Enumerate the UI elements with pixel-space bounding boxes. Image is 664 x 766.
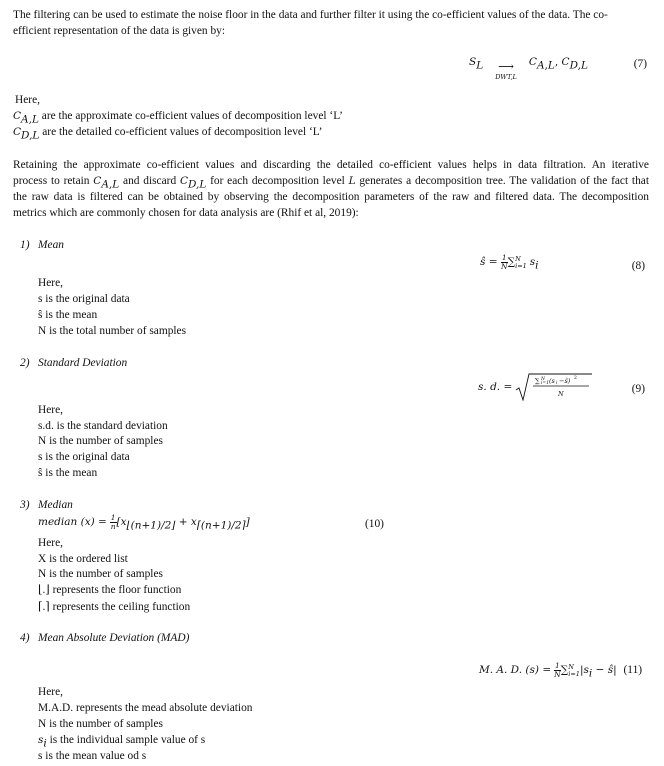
eq8-frac-num: 1 xyxy=(501,253,507,262)
para2-text-c: for each decomposition level xyxy=(206,175,349,187)
mad-def-4: s is the mean value od s xyxy=(38,750,147,762)
para2-line-1: Retaining the approximate co-efficient values and discarding the detailed co-efficient values helps in data filtration. An iterative xyxy=(13,159,649,171)
def-detail-sub: D,L xyxy=(21,129,40,142)
svg-text:∑: ∑ xyxy=(535,377,540,385)
eq10-close: ] xyxy=(245,516,250,529)
para2-ca: C xyxy=(93,175,102,187)
svg-text:i=1: i=1 xyxy=(541,381,550,386)
eq10-plus: + x xyxy=(175,516,197,529)
equation-number-8: (8) xyxy=(631,260,645,272)
eq7-lhs-sub: L xyxy=(476,59,484,72)
eq8-term: s xyxy=(529,256,536,269)
sum-icon: ∑ xyxy=(507,256,516,269)
eq11-sum-top: N xyxy=(568,662,574,671)
eq11-frac-num: 1 xyxy=(554,661,560,670)
section-title: Mean xyxy=(38,239,64,251)
section-title: Mean Absolute Deviation (MAD) xyxy=(38,632,190,644)
eq11-lhs: M. A. D. (s) = xyxy=(479,664,552,677)
def-approx-symbol: C xyxy=(13,110,22,122)
eq8-sum-top: N xyxy=(515,254,521,263)
section-number: 1) xyxy=(20,239,30,251)
mean-def-3: N is the total number of samples xyxy=(38,325,187,337)
svg-text:N: N xyxy=(541,377,546,382)
eq11-body-sub: i xyxy=(588,667,593,680)
para2-text-a: process to retain xyxy=(13,175,94,187)
eq9-lhs: s. d. = xyxy=(478,381,513,393)
para2-line-2 xyxy=(13,173,649,189)
section-title: Median xyxy=(38,499,73,511)
section-number: 3) xyxy=(20,499,30,511)
median-def-2: N is the number of samples xyxy=(38,568,163,580)
section-heading-mad xyxy=(20,630,189,646)
equation-8: ŝ = $\frac{1}{N}$ ∑ N i=1 $s_i$ xyxy=(480,253,539,272)
para2-line-4: metrics which are commonly chosen for data analysis are (Rhif et al, 2019): xyxy=(13,207,359,219)
equation-number-7: (7) xyxy=(633,58,647,70)
sum-icon: ∑ xyxy=(560,664,569,677)
mad-def-3 xyxy=(38,732,205,748)
intro-line-1: The filtering can be used to estimate the noise floor in the data and further filter it using the co-efficient values of the data. The co- xyxy=(13,9,608,21)
para2-text-d: generates a decomposition tree. The validation of the fact that xyxy=(355,175,650,187)
section-title: Standard Deviation xyxy=(38,357,128,369)
svg-text:(s: (s xyxy=(549,377,555,385)
equation-7: $S_L$ ⟶ DWT,L $C_{A,L}$, $C_{D,L}$ xyxy=(469,54,588,70)
eq10-lhs: median (x) = xyxy=(38,516,107,529)
sd-def-1: s.d. is the standard deviation xyxy=(38,420,168,432)
def-detail-symbol: C xyxy=(13,126,22,138)
eq10-body-a-sub: ⌊(n+1)/2⌋ xyxy=(126,519,176,532)
section-number: 2) xyxy=(20,357,30,369)
equation-9 xyxy=(478,372,593,402)
eq10-body-a: [x xyxy=(116,516,127,529)
eq8-limits xyxy=(515,256,527,270)
eq7-def-approx xyxy=(13,108,343,124)
mean-def-2: ŝ is the mean xyxy=(38,309,98,321)
sqrt-icon xyxy=(515,372,593,402)
eq10-frac-num: 1 xyxy=(110,513,116,522)
eq8-fraction xyxy=(501,254,508,271)
section-heading-sd xyxy=(20,355,127,371)
eq11-sum-bot: i=1 xyxy=(568,669,580,678)
sd-here: Here, xyxy=(38,404,63,416)
sd-def-4: ŝ is the mean xyxy=(38,467,98,479)
svg-text:N: N xyxy=(558,390,564,398)
eq8-sum-bot: i=1 xyxy=(515,261,527,270)
equation-11 xyxy=(479,662,642,679)
para2-text-b: and discard xyxy=(119,175,180,187)
eq7-arrow-label: DWT,L xyxy=(495,73,517,82)
eq7-def-detail xyxy=(13,124,322,140)
equation-10 xyxy=(38,514,250,531)
section-heading-mean xyxy=(20,237,64,253)
eq10-frac-den: n xyxy=(110,522,116,531)
sd-def-2: N is the number of samples xyxy=(38,435,163,447)
median-def-1: X is the ordered list xyxy=(38,553,128,565)
eq11-fraction xyxy=(554,662,561,679)
eq8-lhs: ŝ xyxy=(480,256,486,269)
svg-text:2: 2 xyxy=(574,376,577,381)
mad-def-1: M.A.D. represents the mead absolute deviation xyxy=(38,702,253,714)
svg-text:i: i xyxy=(556,381,558,386)
mad-here: Here, xyxy=(38,686,63,698)
eq8-frac-den: N xyxy=(500,262,508,271)
eq11-body: |s xyxy=(579,664,589,677)
para2-level: L xyxy=(348,175,356,187)
equation-number-9: (9) xyxy=(631,383,645,395)
eq7-rhs-a-sub: A,L xyxy=(536,59,555,72)
median-def-3: ⌊.⌋ represents the floor function xyxy=(38,584,182,596)
eq10-fraction xyxy=(110,514,117,531)
equation-number-11: (11) xyxy=(623,664,643,677)
mean-here: Here, xyxy=(38,277,63,289)
eq10-body-b-sub: ⌈(n+1)/2⌉ xyxy=(196,519,246,532)
median-here: Here, xyxy=(38,537,63,549)
mean-def-1: s is the original data xyxy=(38,293,130,305)
eq11-frac-den: N xyxy=(554,670,561,679)
para2-cd-sub: D,L xyxy=(187,178,207,191)
eq7-here: Here, xyxy=(15,94,40,106)
mad-def-3-text: is the individual sample value of s xyxy=(46,734,206,746)
eq7-rhs-b-sub: D,L xyxy=(569,59,588,72)
para2-cd: C xyxy=(179,175,188,187)
def-approx-text: are the approximate co-efficient values of decomposition level ‘L’ xyxy=(38,110,343,122)
sd-def-3: s is the original data xyxy=(38,451,130,463)
arrow-right-icon: ⟶ xyxy=(498,61,514,74)
mad-def-3-sub: i xyxy=(43,737,47,750)
median-def-4: ⌈.⌉ represents the ceiling function xyxy=(38,601,191,613)
def-approx-sub: A,L xyxy=(21,113,39,126)
eq11-body-rest: − ŝ| xyxy=(592,664,617,677)
section-number: 4) xyxy=(20,632,30,644)
eq11-limits xyxy=(568,664,580,678)
para2-ca-sub: A,L xyxy=(101,178,120,191)
intro-line-2: efficient representation of the data is given by: xyxy=(13,25,226,37)
mad-def-3-symbol: s xyxy=(38,734,44,746)
eq7-rhs-b: C xyxy=(561,56,570,68)
def-detail-text: are the detailed co-efficient values of decomposition level ‘L’ xyxy=(39,126,323,138)
eq7-lhs: S xyxy=(469,56,477,68)
section-heading-median xyxy=(20,497,73,513)
eq7-rhs-a: C xyxy=(528,56,537,68)
para2-line-3: the raw data is filtered can be obtained by observing the decomposition parameters of the raw and filtered data. The decomposition xyxy=(13,191,649,203)
eq8-term-sub: i xyxy=(535,259,539,272)
svg-text:−ŝ): −ŝ) xyxy=(559,377,571,385)
equation-number-10: (10) xyxy=(365,518,384,530)
mad-def-2: N is the number of samples xyxy=(38,718,163,730)
